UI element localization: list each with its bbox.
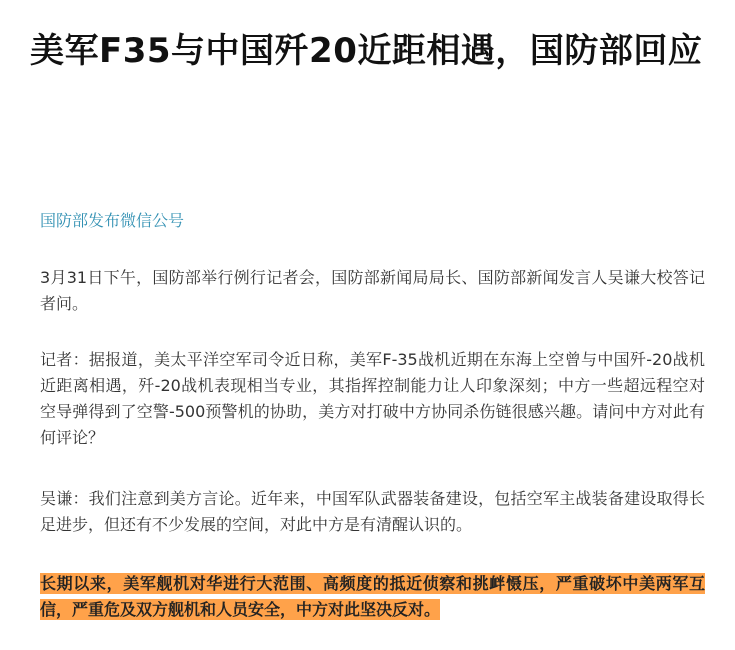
paragraph-intro: 3月31日下午，国防部举行例行记者会，国防部新闻局局长、国防部新闻发言人吴谦大校答记者问。 [40, 268, 705, 313]
article-title: 美军F35与中国歼20近距相遇，国防部回应 [30, 31, 703, 71]
paragraph-question: 记者：据报道，美太平洋空军司令近日称，美军F-35战机近期在东海上空曾与中国歼-20战机近距离相遇，歼-20战机表现相当专业，其指挥控制能力让人印象深刻；中方一些超远程空对空导弹得到了空警-500预警机的协助，美方对打破中方协同杀伤链很感兴趣。请问中方对此有何评论？ [40, 350, 705, 447]
paragraph-answer: 吴谦：我们注意到美方言论。近年来，中国军队武器装备建设，包括空军主战装备建设取得长足进步，但还有不少发展的空间，对此中方是有清醒认识的。 [40, 489, 705, 534]
paragraph-highlighted [40, 571, 705, 623]
source-link[interactable]: 国防部发布微信公号 [40, 211, 185, 230]
highlighted-text: 长期以来，美军舰机对华进行大范围、高频度的抵近侦察和挑衅慑压，严重破坏中美两军互信，严重危及双方舰机和人员安全，中方对此坚决反对。 [40, 574, 705, 619]
